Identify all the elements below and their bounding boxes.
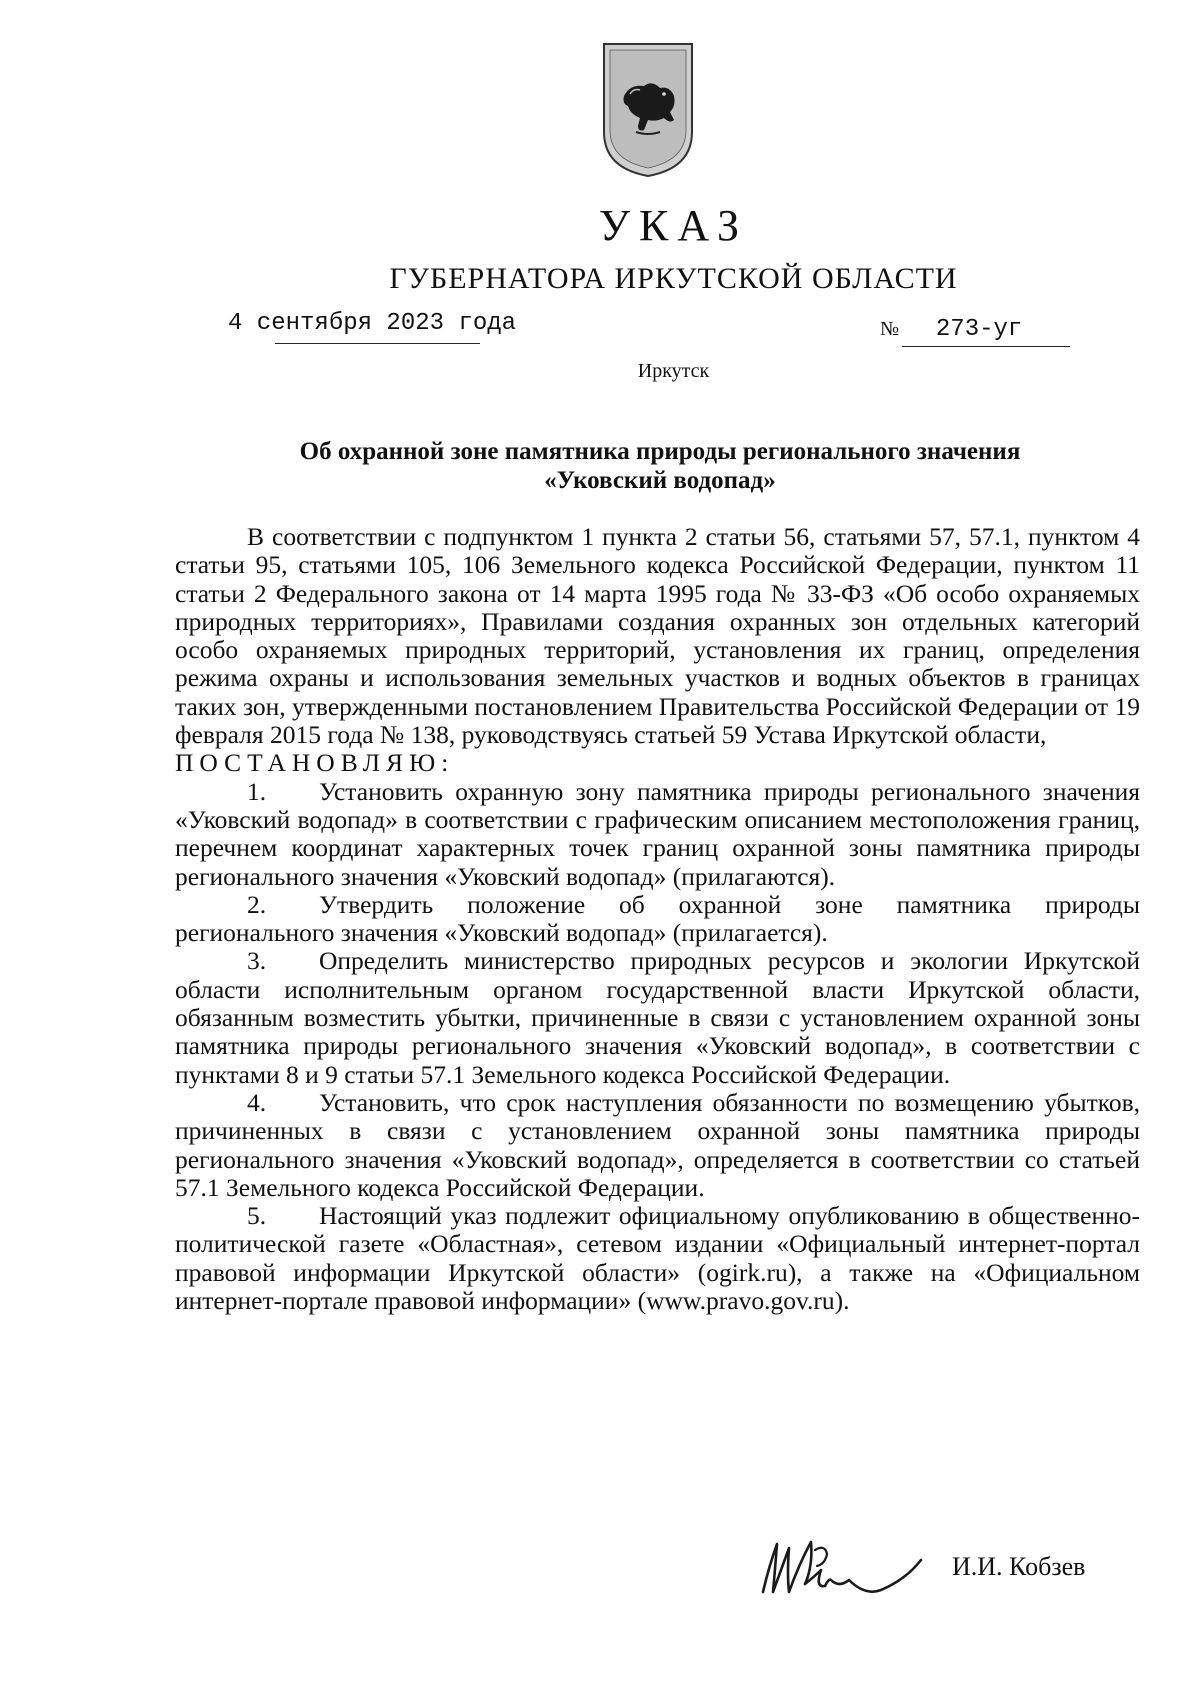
coat-of-arms-icon: [600, 40, 696, 180]
number-sign: №: [880, 318, 900, 340]
decree-item: [175, 778, 1140, 891]
handwritten-signature: [755, 1530, 965, 1610]
date-underline: [275, 343, 480, 344]
document-title: УКАЗ: [598, 201, 749, 250]
document-subtitle: ГУБЕРНАТОРА ИРКУТСКОЙ ОБЛАСТИ: [389, 262, 958, 295]
item-text: Утвердить положение об охранной зоне памятника природы регионального значения «Уковский водопад» (прилагается).: [175, 889, 1140, 948]
subject-line-1: Об охранной зоне памятника природы регионального значения: [299, 438, 1021, 465]
decree-word: ПОСТАНОВЛЯЮ:: [175, 748, 455, 778]
decree-item: [175, 1202, 1140, 1315]
item-number: 2.: [247, 889, 267, 919]
subject-line-2: «Уковский водопад»: [544, 467, 776, 494]
item-text: Определить министерство природных ресурсов и экологии Иркутской области исполнительным органом государственной власти Иркутской области, обязанным возместить убытки, причиненные в связи с установлением охранной зоны памятника природы регионального значения «Уковский водопад», в соответствии с пунктами 8 и 9 статьи 57.1 Земельного кодекса Российской Федерации.: [175, 946, 1140, 1089]
item-text: Настоящий указ подлежит официальному опубликованию в общественно-политической газете «Областная», сетевом издании «Официальный интернет-портал правовой информации Иркутской области» (ogirk.ru), а также на «Официальном интернет-портале правовой информации» (www.pravo.gov.ru).: [175, 1201, 1140, 1316]
signatory-name: И.И. Кобзев: [952, 1552, 1086, 1581]
item-number: 5.: [247, 1201, 267, 1231]
decree-item: [175, 947, 1140, 1088]
city: Иркутск: [637, 360, 710, 382]
item-number: 4.: [247, 1087, 267, 1117]
decree-number-value: 273-уг: [935, 316, 1023, 343]
item-number: 1.: [247, 776, 267, 806]
item-text: Установить охранную зону памятника природы регионального значения «Уковский водопад» в соответствии с графическим описанием местоположения границ, перечнем координат характерных точек границ охранной зоны памятника природы регионального значения «Уковский водопад» (прилагаются).: [175, 776, 1140, 891]
decree-body: [175, 523, 1140, 1315]
decree-item: [175, 1089, 1140, 1202]
preamble: В соответствии с подпунктом 1 пункта 2 статьи 56, статьями 57, 57.1, пунктом 4 статьи 95, статьями 105, 106 Земельного кодекса Российской Федерации, пунктом 11 статьи 2 Федерального закона от 14 марта 1995 года № 33-ФЗ «Об особо охраняемых природных территориях», Правилами создания охранных зон отдельных категорий особо охраняемых природных территорий, установления их границ, определения режима охраны и использования земельных участков и водных объектов в границах таких зон, утвержденными постановлением Правительства Российской Федерации от 19 февраля 2015 года № 138, руководствуясь статьей 59 Устава Иркутской области,: [175, 522, 1140, 750]
decree-subject: [240, 437, 1080, 495]
decree-item: [175, 891, 1140, 948]
item-number: 3.: [247, 946, 267, 976]
item-text: Установить, что срок наступления обязанности по возмещению убытков, причиненных в связи с установлением охранной зоны памятника природы регионального значения «Уковский водопад», определяется в соответствии со статьей 57.1 Земельного кодекса Российской Федерации.: [175, 1087, 1140, 1202]
number-underline: [902, 346, 1070, 347]
decree-number: [880, 316, 1070, 343]
decree-date: 4 сентября 2023 года: [228, 310, 517, 337]
